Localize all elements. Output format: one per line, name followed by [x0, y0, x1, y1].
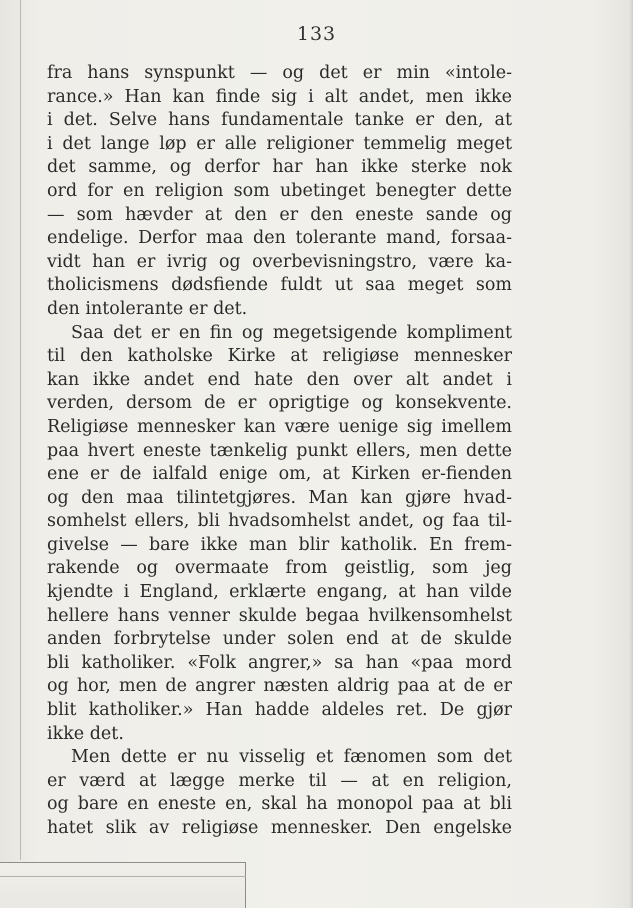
text-line: verden, dersom de er oprigtige og konsekvente.	[47, 393, 512, 414]
text-line: Saa det er en fin og megetsigende kompliment	[71, 322, 512, 343]
text-line: ikke det.	[47, 723, 124, 744]
text-line: og hor, men de angrer næsten aldrig paa at de er	[47, 676, 512, 697]
text-line: ene er de ialfald enige om, at Kirken er-fienden	[47, 464, 512, 485]
text-line: — som hævder at den er den eneste sande og	[47, 204, 512, 225]
text-line: kjendte i England, erklærte engang, at han vilde	[47, 582, 512, 603]
page-edge-shadow	[629, 0, 633, 908]
text-line: bli katholiker. «Folk angrer,» sa han «paa mord	[47, 652, 512, 673]
text-line: fra hans synspunkt — og det er min «intole-	[47, 63, 512, 83]
text-line: og bare en eneste en, skal ha monopol paa at bli	[47, 794, 512, 815]
text-line: den intolerante er det.	[47, 298, 248, 319]
text-line: givelse — bare ikke man blir katholik. En frem-	[47, 534, 512, 555]
text-line: og den maa tilintetgjøres. Man kan gjøre hvad-	[47, 487, 512, 508]
bottom-corner-rule	[0, 876, 246, 877]
text-line: vidt han er ivrig og overbevisningstro, være ka-	[47, 251, 512, 272]
text-line: er værd at lægge merke til — at en religion,	[47, 770, 512, 791]
text-line: rance.» Han kan finde sig i alt andet, men ikke	[47, 86, 512, 107]
text-line: endelige. Derfor maa den tolerante mand, forsaa-	[47, 228, 512, 249]
text-line: blit katholiker.» Han hadde aldeles ret. De gjør	[47, 700, 512, 721]
text-line: kan ikke andet end hate den over alt andet i	[47, 369, 512, 390]
body-text	[47, 62, 512, 841]
page-number: 133	[296, 23, 337, 45]
text-line: hellere hans venner skulde begaa hvilkensomhelst	[47, 605, 512, 626]
text-line: hatet slik av religiøse mennesker. Den engelske	[47, 818, 512, 838]
text-line: ord for en religion som ubetinget benegter dette	[47, 180, 512, 201]
text-line: anden forbrytelse under solen end at de skulde	[47, 629, 512, 650]
text-line: rakende og overmaate from geistlig, som jeg	[47, 558, 512, 579]
text-line: somhelst ellers, bli hvadsomhelst andet, og faa til-	[47, 511, 512, 532]
text-line: i det. Selve hans fundamentale tanke er den, at	[47, 110, 512, 131]
page-gutter-line	[20, 0, 21, 860]
text-line: paa hvert eneste tænkelig punkt ellers, men dette	[47, 440, 512, 461]
text-line: det samme, og derfor har han ikke sterke nok	[47, 157, 512, 178]
text-line: Religiøse mennesker kan være uenige sig imellem	[47, 416, 512, 437]
text-line: i det lange løp er alle religioner temmelig meget	[47, 133, 512, 154]
text-line: Men dette er nu visselig et fænomen som det	[71, 747, 512, 768]
bottom-corner-box	[0, 862, 246, 908]
text-line: til den katholske Kirke at religiøse mennesker	[47, 346, 512, 367]
text-line: tholicismens dødsfiende fuldt ut saa meget som	[47, 275, 512, 296]
